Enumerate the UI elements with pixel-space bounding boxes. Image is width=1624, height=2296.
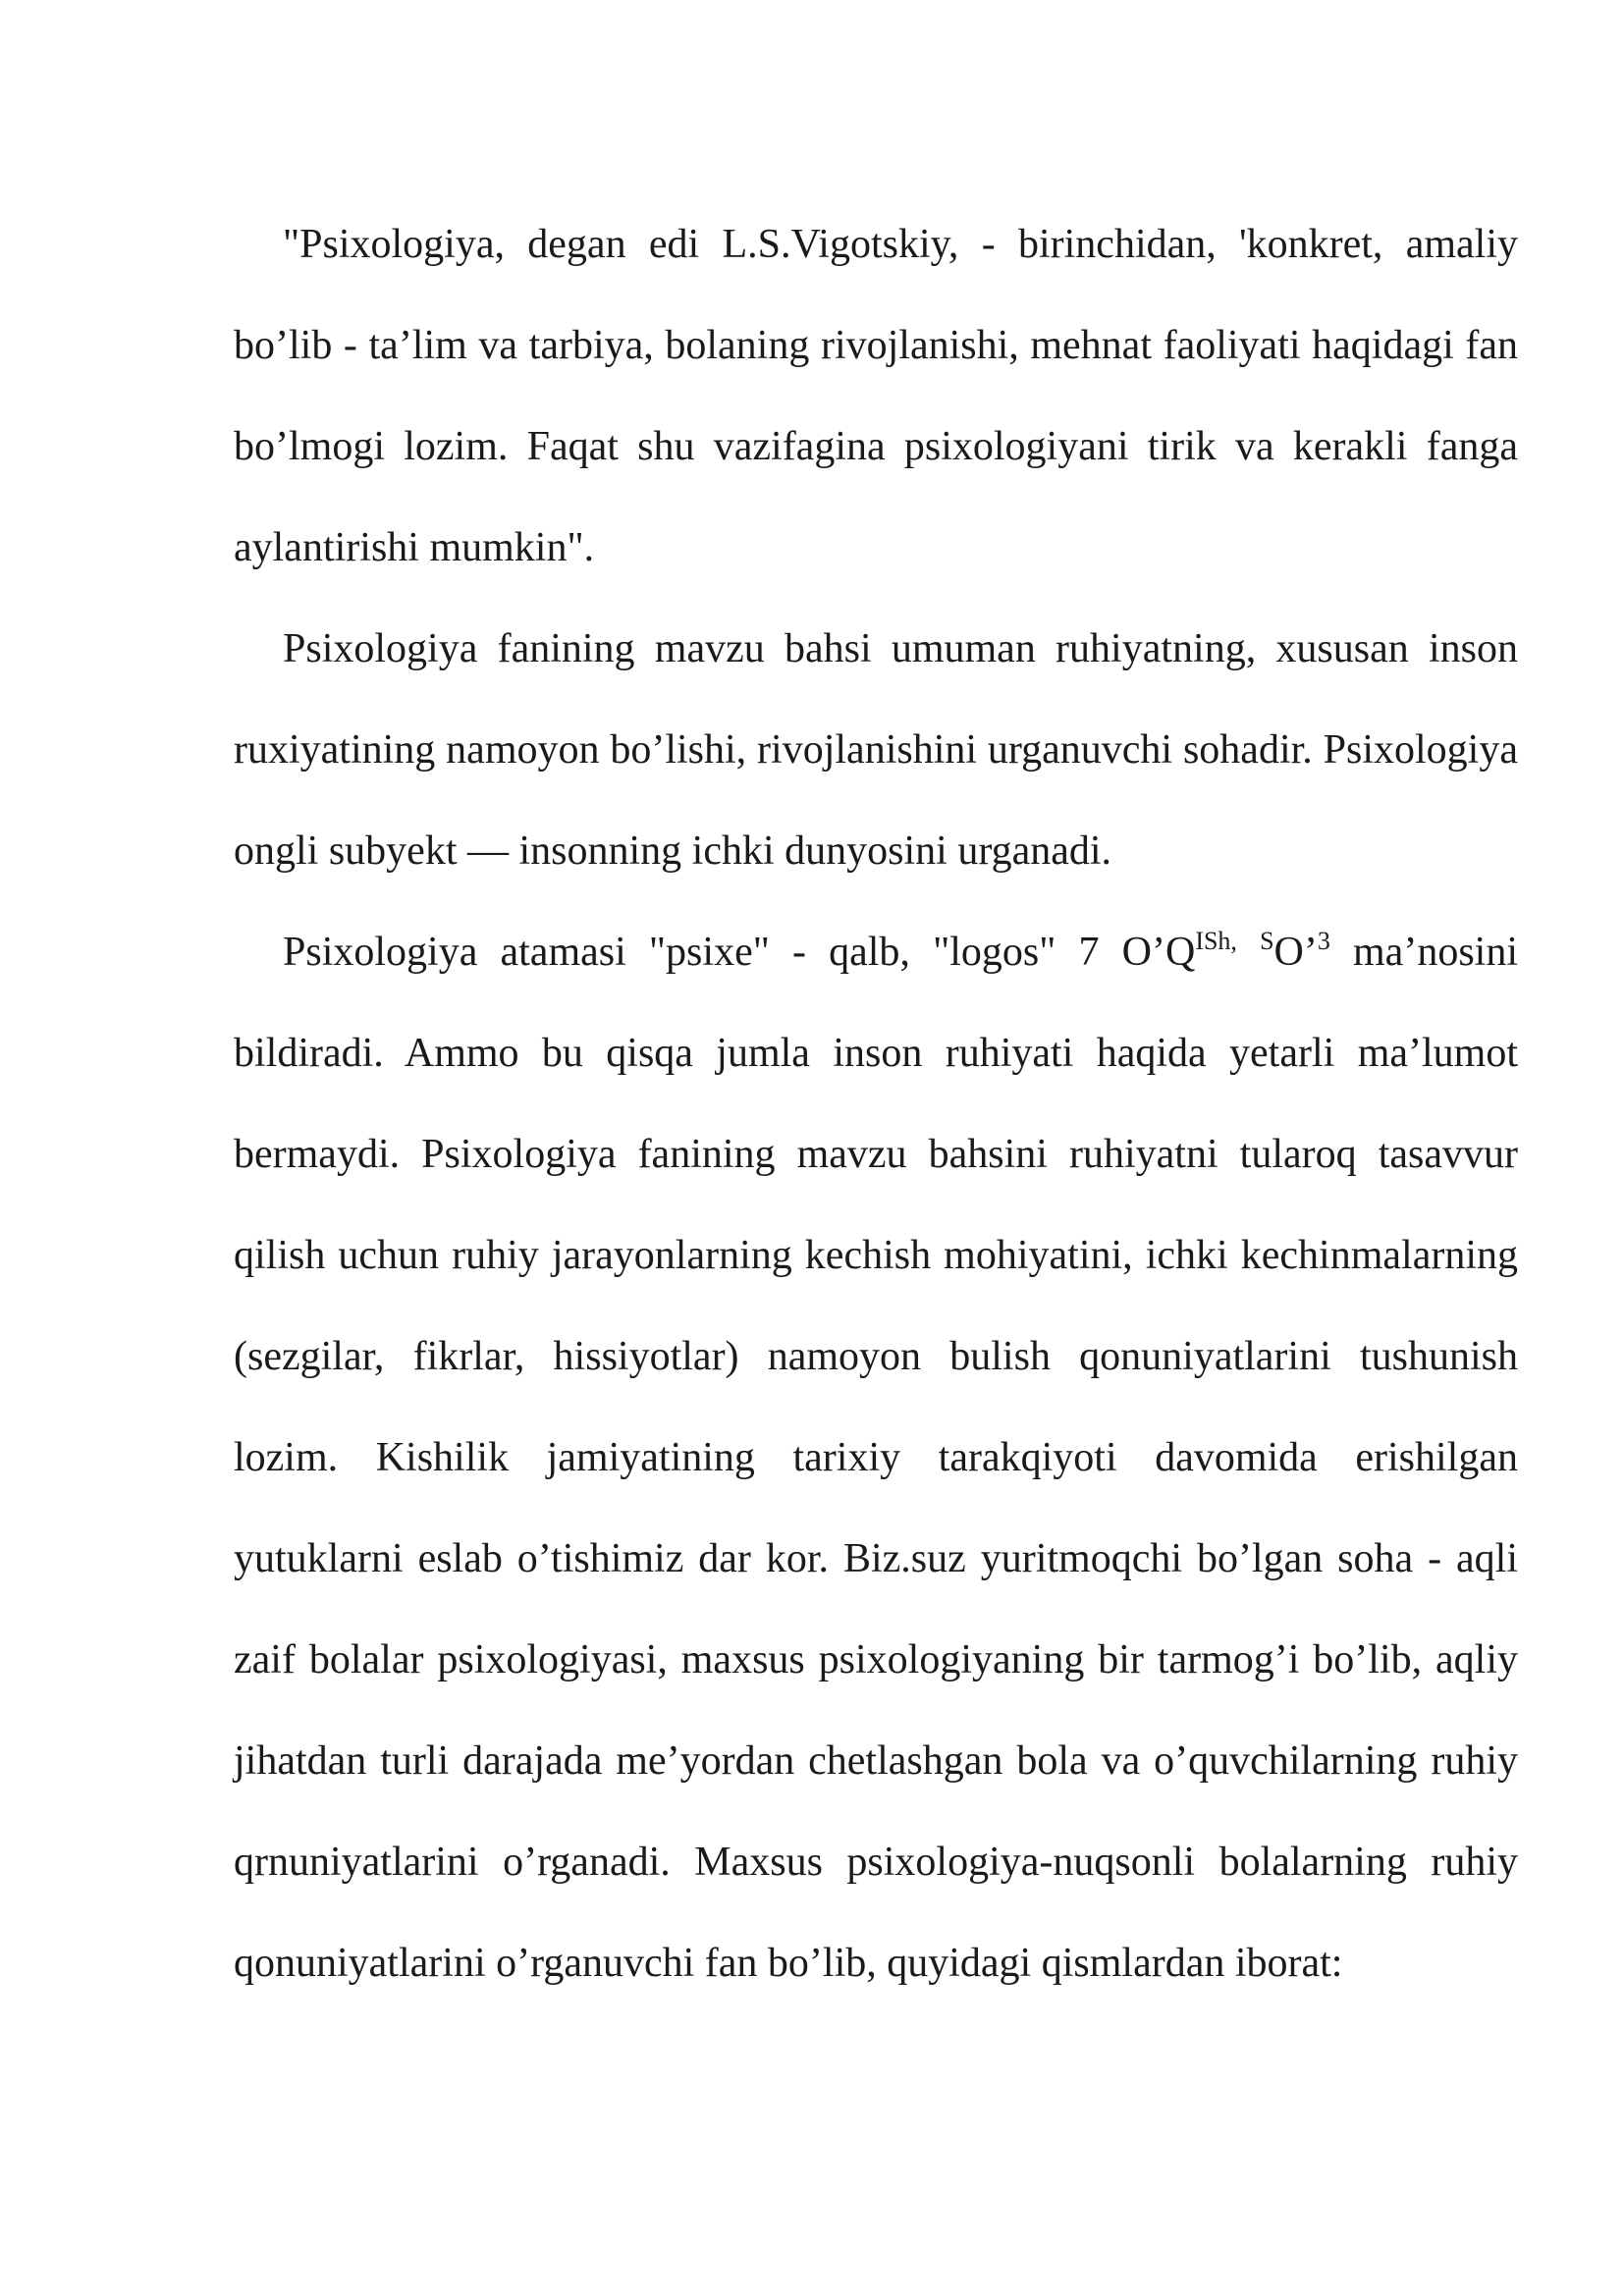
superscript-3: 3 (1317, 927, 1330, 955)
term-text-before: Psixologiya atamasi "psixe" - qalb, "logos" 7 O’Q (283, 930, 1196, 975)
term-text-o: O’ (1273, 930, 1318, 975)
superscript-ish: ISh, (1195, 927, 1237, 955)
paragraph-vigotskiy-quote: "Psixologiya, degan edi L.S.Vigotskiy, - birinchidan, 'konkret, amaliy bo’lib - ta’lim va tarbiya, bolaning rivojlanishi, mehnat faoliyati haqidagi fan bo’lmogi lozim. Faqat shu vazifagina psixologiyani tirik va kerakli fanga aylantirishi mumkin". (234, 222, 1518, 570)
term-text-space (1237, 930, 1260, 975)
term-text-after: ma’nosini bildiradi. Ammo bu qisqa jumla inson ruhiyati haqida yetarli ma’lumot bermaydi. Psixologiya fanining mavzu bahsini ruhiyatni tularoq tasavvur qilish uchun ruhiy jarayonlarning kechish mohiyatini, ichki kechinmalarning (sezgilar, fikrlar, hissiyotlar) namoyon bulish qonuniyatlarini tushunish lozim. Kishilik jamiyatining tarixiy tarakqiyoti davomida erishilgan yutuklarni eslab o’tishimiz dar kor. Biz.suz yuritmoqchi bo’lgan soha - aqli zaif bolalar psixologiyasi, maxsus psixologiyaning bir tarmog’i bo’lib, aqliy jihatdan turli darajada me’yordan chetlashgan bola va o’quvchilarning ruhiy qrnuniyatlarini o’rganadi. Maxsus psixologiya-nuqsonli bolalarning ruhiy qonuniyatlarini o’rganuvchi fan bo’lib, quyidagi qismlardan iborat: (234, 930, 1518, 1986)
superscript-s: S (1260, 927, 1274, 955)
document-page (234, 194, 1518, 2014)
paragraph-subject-matter: Psixologiya fanining mavzu bahsi umuman ruhiyatning, xususan inson ruxiyatining namoyon bo’lishi, rivojlanishini urganuvchi sohadir. Psixologiya ongli subyekt — insonning ichki dunyosini urganadi. (234, 626, 1518, 874)
paragraph-term-definition (234, 902, 1518, 2014)
